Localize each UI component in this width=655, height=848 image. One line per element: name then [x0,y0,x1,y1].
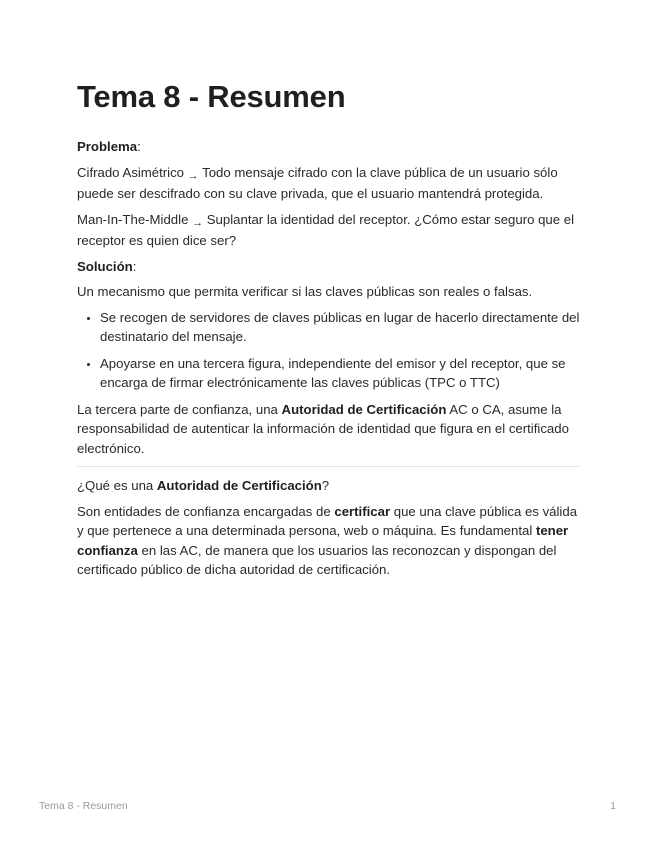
question-after: ? [321,478,330,493]
document-page [77,78,580,586]
cifrado-paragraph [77,163,580,204]
entidades-t3: en las AC, de manera que los usuarios las reconozcan y dispongan del certificado público de dicha autoridad de certificación. [77,542,557,577]
mitm-paragraph [77,210,580,251]
arrow-icon: → [192,216,204,229]
page-number: 1 [610,800,616,812]
solucion-heading [77,257,580,277]
question-bold: Autoridad de Certificación [156,478,322,493]
solucion-label: Solución [77,258,133,274]
entidades-b2: tener confianza [77,523,569,558]
problema-label: Problema [77,139,138,154]
list-item: • Se recogen de servidores de claves públicas en lugar de hacerlo directamente del destinatario del mensaje. [100,308,580,347]
arrow-icon: → [187,169,199,182]
solucion-colon: : [132,258,137,274]
cifrado-term: Cifrado Asimétrico [77,164,184,180]
solution-list [77,308,580,393]
problema-heading [77,137,580,157]
footer-title: Tema 8 - Resumen [39,800,128,812]
page-title: Tema 8 - Resumen [77,79,346,114]
tercera-after: AC o CA, asume la responsabilidad de autenticar la información de identidad que figura en el certificado electrónico. [77,401,569,456]
entidades-b1: certificar [334,503,391,519]
tercera-before: La tercera parte de confianza, una [77,401,282,417]
cifrado-text: Todo mensaje cifrado con la clave pública de un usuario sólo puede ser descifrado con su clave privada, que el usuario mantendrá protegida. [77,164,558,201]
entidades-t1: Son entidades de confianza encargadas de [77,503,335,519]
tercera-parte-paragraph [77,400,580,459]
mitm-term: Man-In-The-Middle [77,211,189,227]
mitm-text: Suplantar la identidad del receptor. ¿Cómo estar seguro que el receptor es quien dice ser? [77,211,575,248]
entidades-t2: que una clave pública es válida y que pertenece a una determinada persona, web o máquina. Es fundamental [77,503,578,538]
question-before: ¿Qué es una [77,478,157,493]
problema-colon: : [137,139,141,154]
question-paragraph [77,476,580,496]
entidades-paragraph [77,502,580,580]
mecanismo-paragraph: Un mecanismo que permita verificar si las claves públicas son reales o falsas. [77,284,533,299]
page-footer [39,800,616,812]
list-item: • Apoyarse en una tercera figura, independiente del emisor y del receptor, que se encarga de firmar electrónicamente las claves públicas (TPC o TTC) [100,354,580,393]
tercera-bold: Autoridad de Certificación [281,401,447,417]
divider [77,466,580,467]
